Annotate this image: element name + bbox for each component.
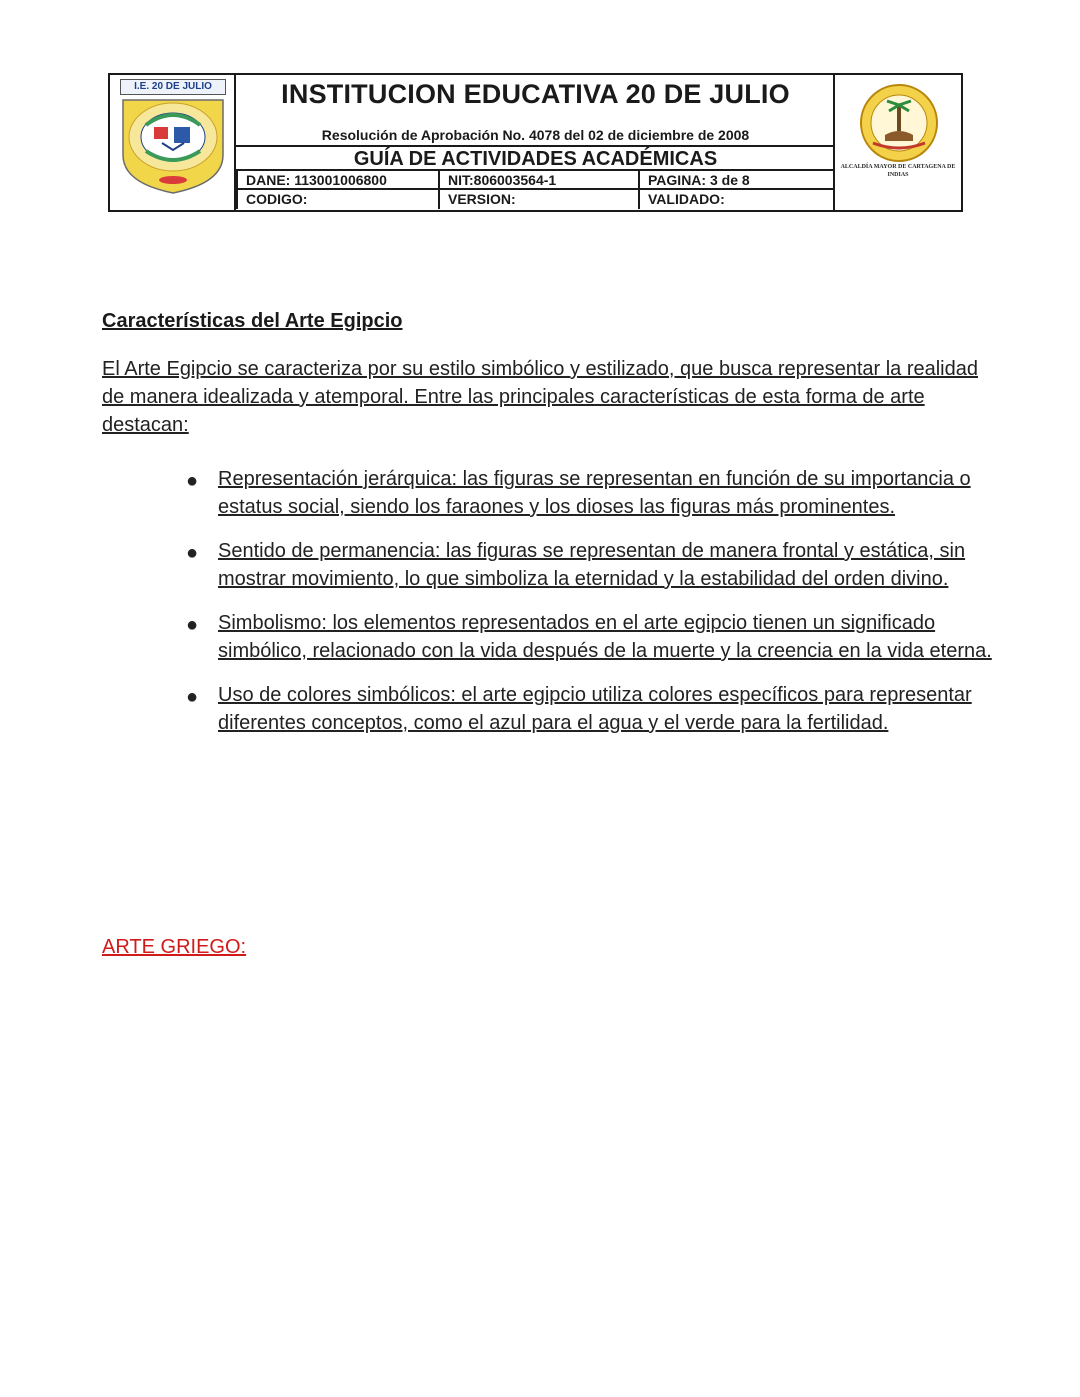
city-logo — [833, 75, 961, 210]
school-logo — [110, 75, 236, 210]
header-center — [236, 75, 835, 210]
codigo-cell: CODIGO: — [236, 190, 438, 209]
page-cell: PAGINA: 3 de 8 — [638, 171, 835, 190]
list-item — [102, 609, 992, 665]
list-item-text: Representación jerárquica: las figuras se representan en función de su importancia o estatus social, siendo los faraones y los dioses las figuras más prominentes. — [218, 468, 971, 518]
school-shield-icon — [118, 95, 228, 195]
institution-name: INSTITUCION EDUCATIVA 20 DE JULIO — [281, 79, 790, 109]
header-info-grid — [236, 171, 835, 210]
characteristics-list — [102, 465, 992, 737]
dane-cell: DANE: 113001006800 — [236, 171, 438, 190]
document-header — [108, 73, 963, 212]
alcaldia-text: ALCALDÍA MAYOR DE CARTAGENA DE INDIAS — [840, 164, 956, 178]
resolution-text: Resolución de Aprobación No. 4078 del 02 de diciembre de 2008 — [321, 127, 750, 143]
section-title: Características del Arte Egipcio — [102, 310, 403, 332]
list-item-text: Sentido de permanencia: las figuras se representan de manera frontal y estática, sin mostrar movimiento, lo que simboliza la eternidad y la estabilidad del orden divino. — [218, 540, 966, 590]
main-content — [102, 310, 992, 753]
validado-cell: VALIDADO: — [638, 190, 835, 209]
list-item-text: Uso de colores simbólicos: el arte egipcio utiliza colores específicos para representar diferentes conceptos, como el azul para el agua y el verde para la fertilidad. — [218, 684, 972, 734]
school-logo-label: I.E. 20 DE JULIO — [120, 79, 226, 95]
list-item — [102, 681, 992, 737]
nit-cell: NIT:806003564-1 — [438, 171, 638, 190]
bullet-icon: ● — [186, 542, 199, 564]
next-section-heading[interactable]: ARTE GRIEGO: — [102, 936, 247, 958]
guide-title: GUÍA DE ACTIVIDADES ACADÉMICAS — [236, 145, 835, 171]
list-item — [102, 537, 992, 593]
bullet-icon: ● — [186, 470, 199, 492]
bullet-icon: ● — [186, 686, 199, 708]
list-item — [102, 465, 992, 521]
cartagena-seal-icon — [859, 83, 939, 163]
list-item-text: Simbolismo: los elementos representados en el arte egipcio tienen un significado simbólico, relacionado con la vida después de la muerte y la creencia en la vida eterna. — [218, 612, 992, 662]
bullet-icon: ● — [186, 614, 199, 636]
intro-paragraph: El Arte Egipcio se caracteriza por su estilo simbólico y estilizado, que busca representar la realidad de manera idealizada y atemporal. Entre las principales características de esta forma de arte destacan: — [102, 358, 978, 436]
version-cell: VERSION: — [438, 190, 638, 209]
